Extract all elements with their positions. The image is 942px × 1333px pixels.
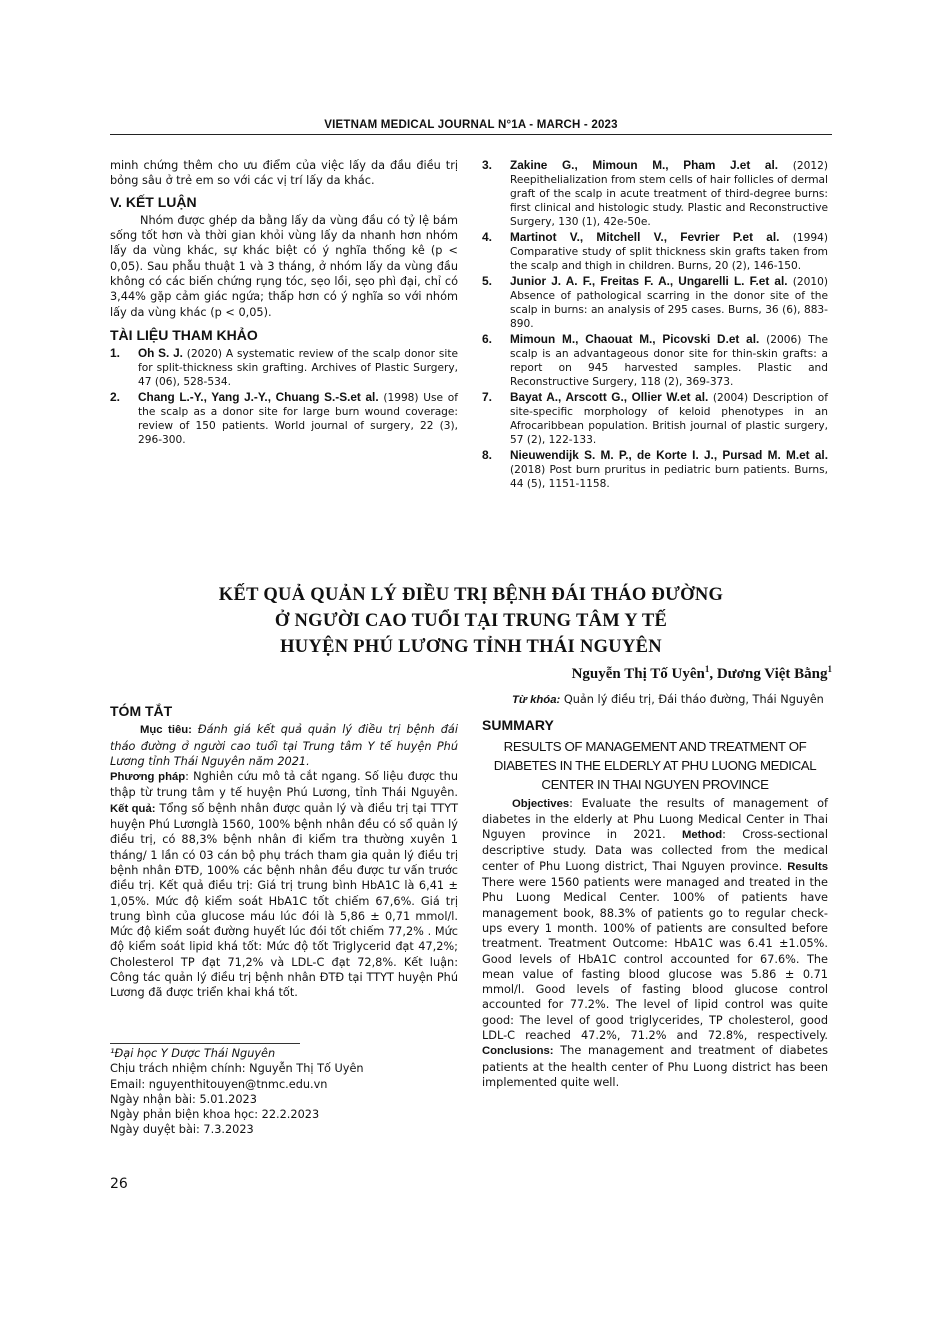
article-title-line: KẾT QUẢ QUẢN LÝ ĐIỀU TRỊ BỆNH ĐÁI THÁO ĐƯỜNG: [218, 585, 724, 605]
objective-label: Mục tiêu:: [140, 724, 192, 737]
reference-text: (2006) The scalp is an advantageous donor site for thin-skin grafts: a report on 945 harvested samples. Plastic and Reconstructive Surgery, 118 (2), 369-373.: [510, 334, 829, 388]
en-conclusions-text: The management and treatment of diabetes patients at the health center of Phu Luong district has been implemented quite well.: [482, 1044, 828, 1089]
footnote-rule: [110, 1043, 300, 1044]
reference-text: (2012) Reepithelialization from stem cells of hair follicles of dermal graft of the scalp in acute treatment of third-degree burns: first clinical and histologic study. Plastic and Reconstructive Surgery, 130 (1), 42e-50e.: [510, 160, 828, 228]
article-authors: [572, 664, 832, 683]
keywords-paragraph: [482, 692, 828, 708]
en-method-label: Method: [681, 829, 723, 842]
en-results-label: Results: [787, 860, 828, 873]
reference-number: 2.: [110, 390, 121, 405]
en-conclusions-label: Conclusions:: [482, 1045, 554, 1058]
reference-text: (2010) Absence of pathological scarring in the donor site of the scalp in burns: an analysis of 295 cases. Burns, 36 (6), 883-890.: [510, 276, 829, 330]
footnote-corresponding: Chịu trách nhiệm chính: Nguyễn Thị Tố Uyên: [110, 1062, 364, 1076]
reference-item: [110, 390, 458, 447]
reference-authors: Bayat A., Arscott G., Ollier W.et al.: [510, 390, 709, 404]
footnotes: [110, 1043, 458, 1138]
reference-number: 5.: [482, 274, 493, 288]
reference-number: 7.: [482, 390, 493, 404]
result-text: Tổng số bệnh nhân được quản lý và điều trị tại TTYT huyện Phú Lươnglà 1560, 100% bệnh nhân đều có sổ quản lý điều trị, có 88,3% bệnh nhân đi kiểm tra thường xuyên 1 tháng/ 1 lần có 03 cán bộ phụ trách tham gia quản lý điều trị bệnh nhân ĐTĐ, 100% các bệnh nhân đều được tư vấn trước điều trị. Kết quả điều trị: Giá trị trung bình HbA1C là 6,41 ± 1,05%. Mức độ kiểm soát HbA1C tốt chiếm 67,6%. Giá trị trung bình của glucose máu lúc đói là 5,86 ± 0,71 mmol/l. Mức độ kiểm soát đường huyết lúc đói tốt chiếm 77,2% . Mức độ kiểm soát lipid khá tốt: Mức độ tốt Triglycerid đạt 47,2%; Cholesterol TP đạt 71,2% và LDL-C đạt 72,8%. Kết luận: Công tác quản lý điều trị bệnh nhân ĐTĐ tại TTYT huyện Phú Lương đã được triển khai khá tốt.: [110, 801, 458, 1000]
reference-text: (1998) Use of the scalp as a donor site for large burn wound coverage: review of 150 patients. World journal of surgery, 22 (3), 296-300.: [138, 392, 458, 447]
author-name: Dương Việt Bằng: [716, 666, 828, 682]
en-objectives-label: Objectives: [512, 797, 570, 810]
reference-authors: Martinot V., Mitchell V., Fevrier P.et al.: [510, 230, 780, 244]
reference-number: 3.: [482, 158, 493, 172]
article-title-line: Ở NGƯỜI CAO TUỔI TẠI TRUNG TÂM Y TẾ: [274, 611, 668, 631]
objective-text: Đánh giá kết quả quản lý điều trị bệnh đái tháo đường ở người cao tuổi tại Trung tâm Y tế huyện Phú Lương tỉnh Thái Nguyên năm 2021.: [110, 723, 458, 768]
reference-number: 1.: [110, 346, 121, 361]
article-title: [110, 582, 832, 660]
prev-article-right-column: [482, 158, 828, 492]
reference-text: (2020) A systematic review of the scalp donor site for split-thickness skin grafting. Archives of Plastic Surgery, 47 (06), 528-534.: [138, 348, 458, 389]
article-title-line: HUYỆN PHÚ LƯƠNG TỈNH THÁI NGUYÊN: [280, 637, 662, 657]
en-objectives-text: : Evaluate the results of management of diabetes in the elderly at Phu Luong Medical Center in Thai Nguyen province in 2021.: [482, 796, 828, 842]
abstract-vietnamese: [110, 698, 458, 1001]
conclusion-paragraph: Nhóm được ghép da bằng lấy da vùng đầu có tỷ lệ bám sống tốt hơn và thời gian khỏi vùng lấy da nhanh hơn nhóm lấy da vùng khác, sự khác biệt có ý nghĩa thống kê (p < 0,05). Sau phẫu thuật 1 và 3 tháng, ở nhóm lấy da vùng đầu không có các biến chứng rụng tóc, sẹo lồi, sẹo phì đại, chỉ có 3,44% gặp cảm giác ngứa; thấp hơn có ý nghĩa so với nhóm lấy da vùng khác (p < 0,05).: [110, 213, 458, 319]
reference-number: 6.: [482, 332, 493, 346]
journal-header: VIETNAM MEDICAL JOURNAL N°1A - MARCH - 2023: [110, 119, 832, 135]
reference-item: [482, 274, 828, 331]
reference-authors: Mimoun M., Chaouat M., Picovski D.et al.: [510, 332, 760, 346]
abstract-paragraph: [110, 722, 458, 1000]
en-results-text: There were 1560 patients were managed and treated in the Phu Luong Medical Center. 100% of patients have management book, 88.3% of patients go to regular check-ups every 1 month. 100% of patients are consulted before treatment. Treatment Outcome: HbA1C was 6.41 ±1.05%. Good levels of HbA1C control accounted for 67.6%. The mean value of fasting blood glucose was 5.86 ± 0.71 mmol/l. Good levels of fasting blood glucose control accounted for 77.2%. The level of lipid control was quite good: The level of good triglycerides, TP cholesterol, good LDL-C reached 47.2%, 71.2% and 72.8%, respectively.: [482, 876, 828, 1043]
reference-item: [482, 230, 828, 273]
reference-list-right: [482, 158, 828, 491]
reference-authors: Zakine G., Mimoun M., Pham J.et al.: [510, 158, 779, 172]
prev-article-left-column: [110, 158, 458, 448]
references-heading: TÀI LIỆU THAM KHẢO: [110, 326, 258, 343]
footnote-affiliation: ¹Đại học Y Dược Thái Nguyên: [110, 1047, 276, 1060]
summary-heading: SUMMARY: [482, 717, 554, 734]
reference-text: (2018) Post burn pruritus in pediatric burn patients. Burns, 44 (5), 1151-1158.: [510, 464, 828, 490]
method-label: Phương pháp: [110, 771, 186, 784]
reference-authors: Oh S. J.: [138, 346, 183, 361]
footnote-received: Ngày nhận bài: 5.01.2023: [110, 1092, 257, 1106]
reference-number: 8.: [482, 448, 493, 462]
method-text: : Nghiên cứu mô tả cắt ngang. Số liệu được thu thập từ trung tâm y tế huyện Phú Lương, tỉnh Thái Nguyên.: [110, 770, 458, 800]
author-affiliation-mark: 1: [827, 664, 832, 674]
reference-item: [482, 448, 828, 491]
abstract-heading: TÓM TẮT: [110, 703, 173, 719]
keywords-text: Quản lý điều trị, Đái tháo đường, Thái Nguyên: [560, 693, 824, 706]
summary-paragraph: [482, 796, 828, 1091]
author-affiliation-mark: 1: [704, 664, 710, 674]
summary-title: RESULTS OF MANAGEMENT AND TREATMENT OF DIABETES IN THE ELDERLY AT PHU LUONG MEDICAL CENTER IN THAI NGUYEN PROVINCE: [493, 738, 817, 792]
reference-item: [482, 390, 828, 447]
reference-authors: Chang L.-Y., Yang J.-Y., Chuang S.-S.et al.: [138, 390, 379, 405]
conclusion-heading: V. KẾT LUẬN: [110, 193, 197, 210]
reference-number: 4.: [482, 230, 493, 244]
keywords-label: Từ khóa:: [512, 694, 561, 706]
reference-authors: Nieuwendijk S. M. P., de Korte I. J., Pursad M. M.et al.: [510, 448, 828, 462]
reference-item: [482, 158, 828, 229]
summary-english: [482, 692, 828, 1090]
result-label: Kết quả:: [110, 802, 156, 815]
reference-text: (1994) Comparative study of split thickness skin grafts taken from the scalp and thigh in children. Burns, 20 (2), 146-150.: [510, 232, 829, 272]
reference-item: [110, 346, 458, 389]
intro-paragraph: minh chứng thêm cho ưu điểm của việc lấy da đầu điều trị bỏng sâu ở trẻ em so với các vị trí lấy da khác.: [110, 159, 458, 188]
footnote-reviewed: Ngày phản biện khoa học: 22.2.2023: [110, 1108, 320, 1122]
page-number: 26: [110, 1176, 128, 1192]
footnote-approved: Ngày duyệt bài: 7.3.2023: [110, 1123, 254, 1137]
author-separator: ,: [709, 666, 717, 682]
reference-authors: Junior J. A. F., Freitas F. A., Ungarelli L. F.et al.: [510, 274, 788, 288]
reference-text: (2004) Description of site-specific morphology of keloid phenotypes in an Afrocaribbean population. British journal of plastic surgery, 57 (2), 122-133.: [510, 392, 828, 446]
reference-list-left: [110, 346, 458, 447]
author-name: Nguyễn Thị Tố Uyên: [571, 666, 705, 682]
reference-item: [482, 332, 828, 389]
footnote-email: Email: nguyenthitouyen@tnmc.edu.vn: [110, 1077, 328, 1091]
en-method-text: : Cross-sectional descriptive study. Data was collected from the medical center of Phu Luong district, Thai Nguyen province.: [482, 828, 828, 873]
